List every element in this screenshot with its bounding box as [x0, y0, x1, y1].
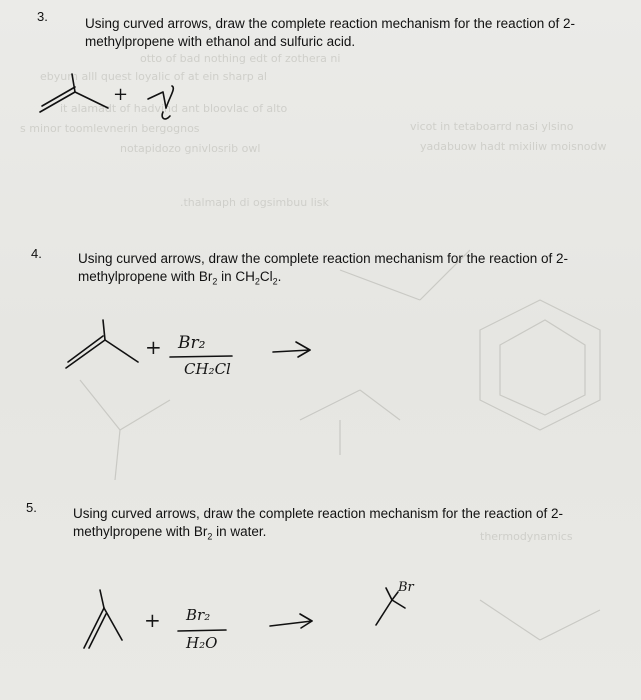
q4-reagent-br2: Br₂ [178, 333, 206, 353]
question-4-number: 4. [31, 246, 42, 261]
question-5-line-2: methylpropene with $Br_2$ in water. [73, 524, 267, 542]
q5-solvent-h2o: H₂O [186, 634, 218, 652]
svg-text:yadabuow hadt mixiliw moisnodw: yadabuow hadt mixiliw moisnodw [420, 140, 607, 153]
question-4-line-1: Using curved arrows, draw the complete reaction mechanism for the reaction of 2- [78, 251, 568, 266]
q3-methylpropene-structure [40, 74, 108, 112]
svg-text:ebyum alll quest loyalic of at: ebyum alll quest loyalic of at ein sharp al [40, 70, 267, 83]
q5-product-br-label: Br [398, 580, 414, 595]
svg-text:vicot in tetaboarrd nasi ylsin: vicot in tetaboarrd nasi ylsino [410, 120, 574, 133]
question-5-number: 5. [26, 500, 37, 515]
question-3-line-2: methylpropene with ethanol and sulfuric acid. [85, 34, 356, 49]
svg-text:s minor toomlevnerin bergognos: s minor toomlevnerin bergognos [20, 122, 200, 135]
q4-solvent-ch2cl2: CH₂Cl [184, 360, 231, 378]
question-5-line-1: Using curved arrows, draw the complete reaction mechanism for the reaction of 2- [73, 506, 563, 521]
svg-text:notapidozo gnivlosrib owl: notapidozo gnivlosrib owl [120, 142, 261, 155]
q5-plus-sign: + [144, 608, 161, 632]
svg-text:otto of bad nothing edt of zot: otto of bad nothing edt of zothera ni [140, 52, 341, 65]
q5-reagent-br2: Br₂ [186, 606, 211, 624]
q4-methylpropene-structure [66, 320, 138, 368]
svg-text:.thalmaph di ogsimbuu lisk: .thalmaph di ogsimbuu lisk [180, 196, 329, 209]
question-3-line-1: Using curved arrows, draw the complete reaction mechanism for the reaction of 2- [85, 16, 575, 31]
q5-reagent-divider [178, 630, 226, 631]
q4-reagent-divider [170, 356, 232, 357]
question-3-number: 3. [37, 9, 48, 24]
q5-reaction-arrow [270, 614, 312, 628]
q4-reaction-arrow [273, 342, 310, 357]
q4-plus-sign: + [145, 335, 162, 359]
q3-plus-sign: + [113, 84, 129, 105]
q3-ethanol-structure [148, 86, 173, 119]
svg-text:thermodynamics: thermodynamics [480, 530, 573, 543]
question-4-line-2: methylpropene with $Br_2$ in $CH_2Cl_2$. [78, 269, 282, 287]
svg-text:it alamadt of hadvind ant bloo: it alamadt of hadvind ant bloovlac of alto [60, 102, 288, 115]
q5-methylpropene-structure [84, 590, 122, 648]
